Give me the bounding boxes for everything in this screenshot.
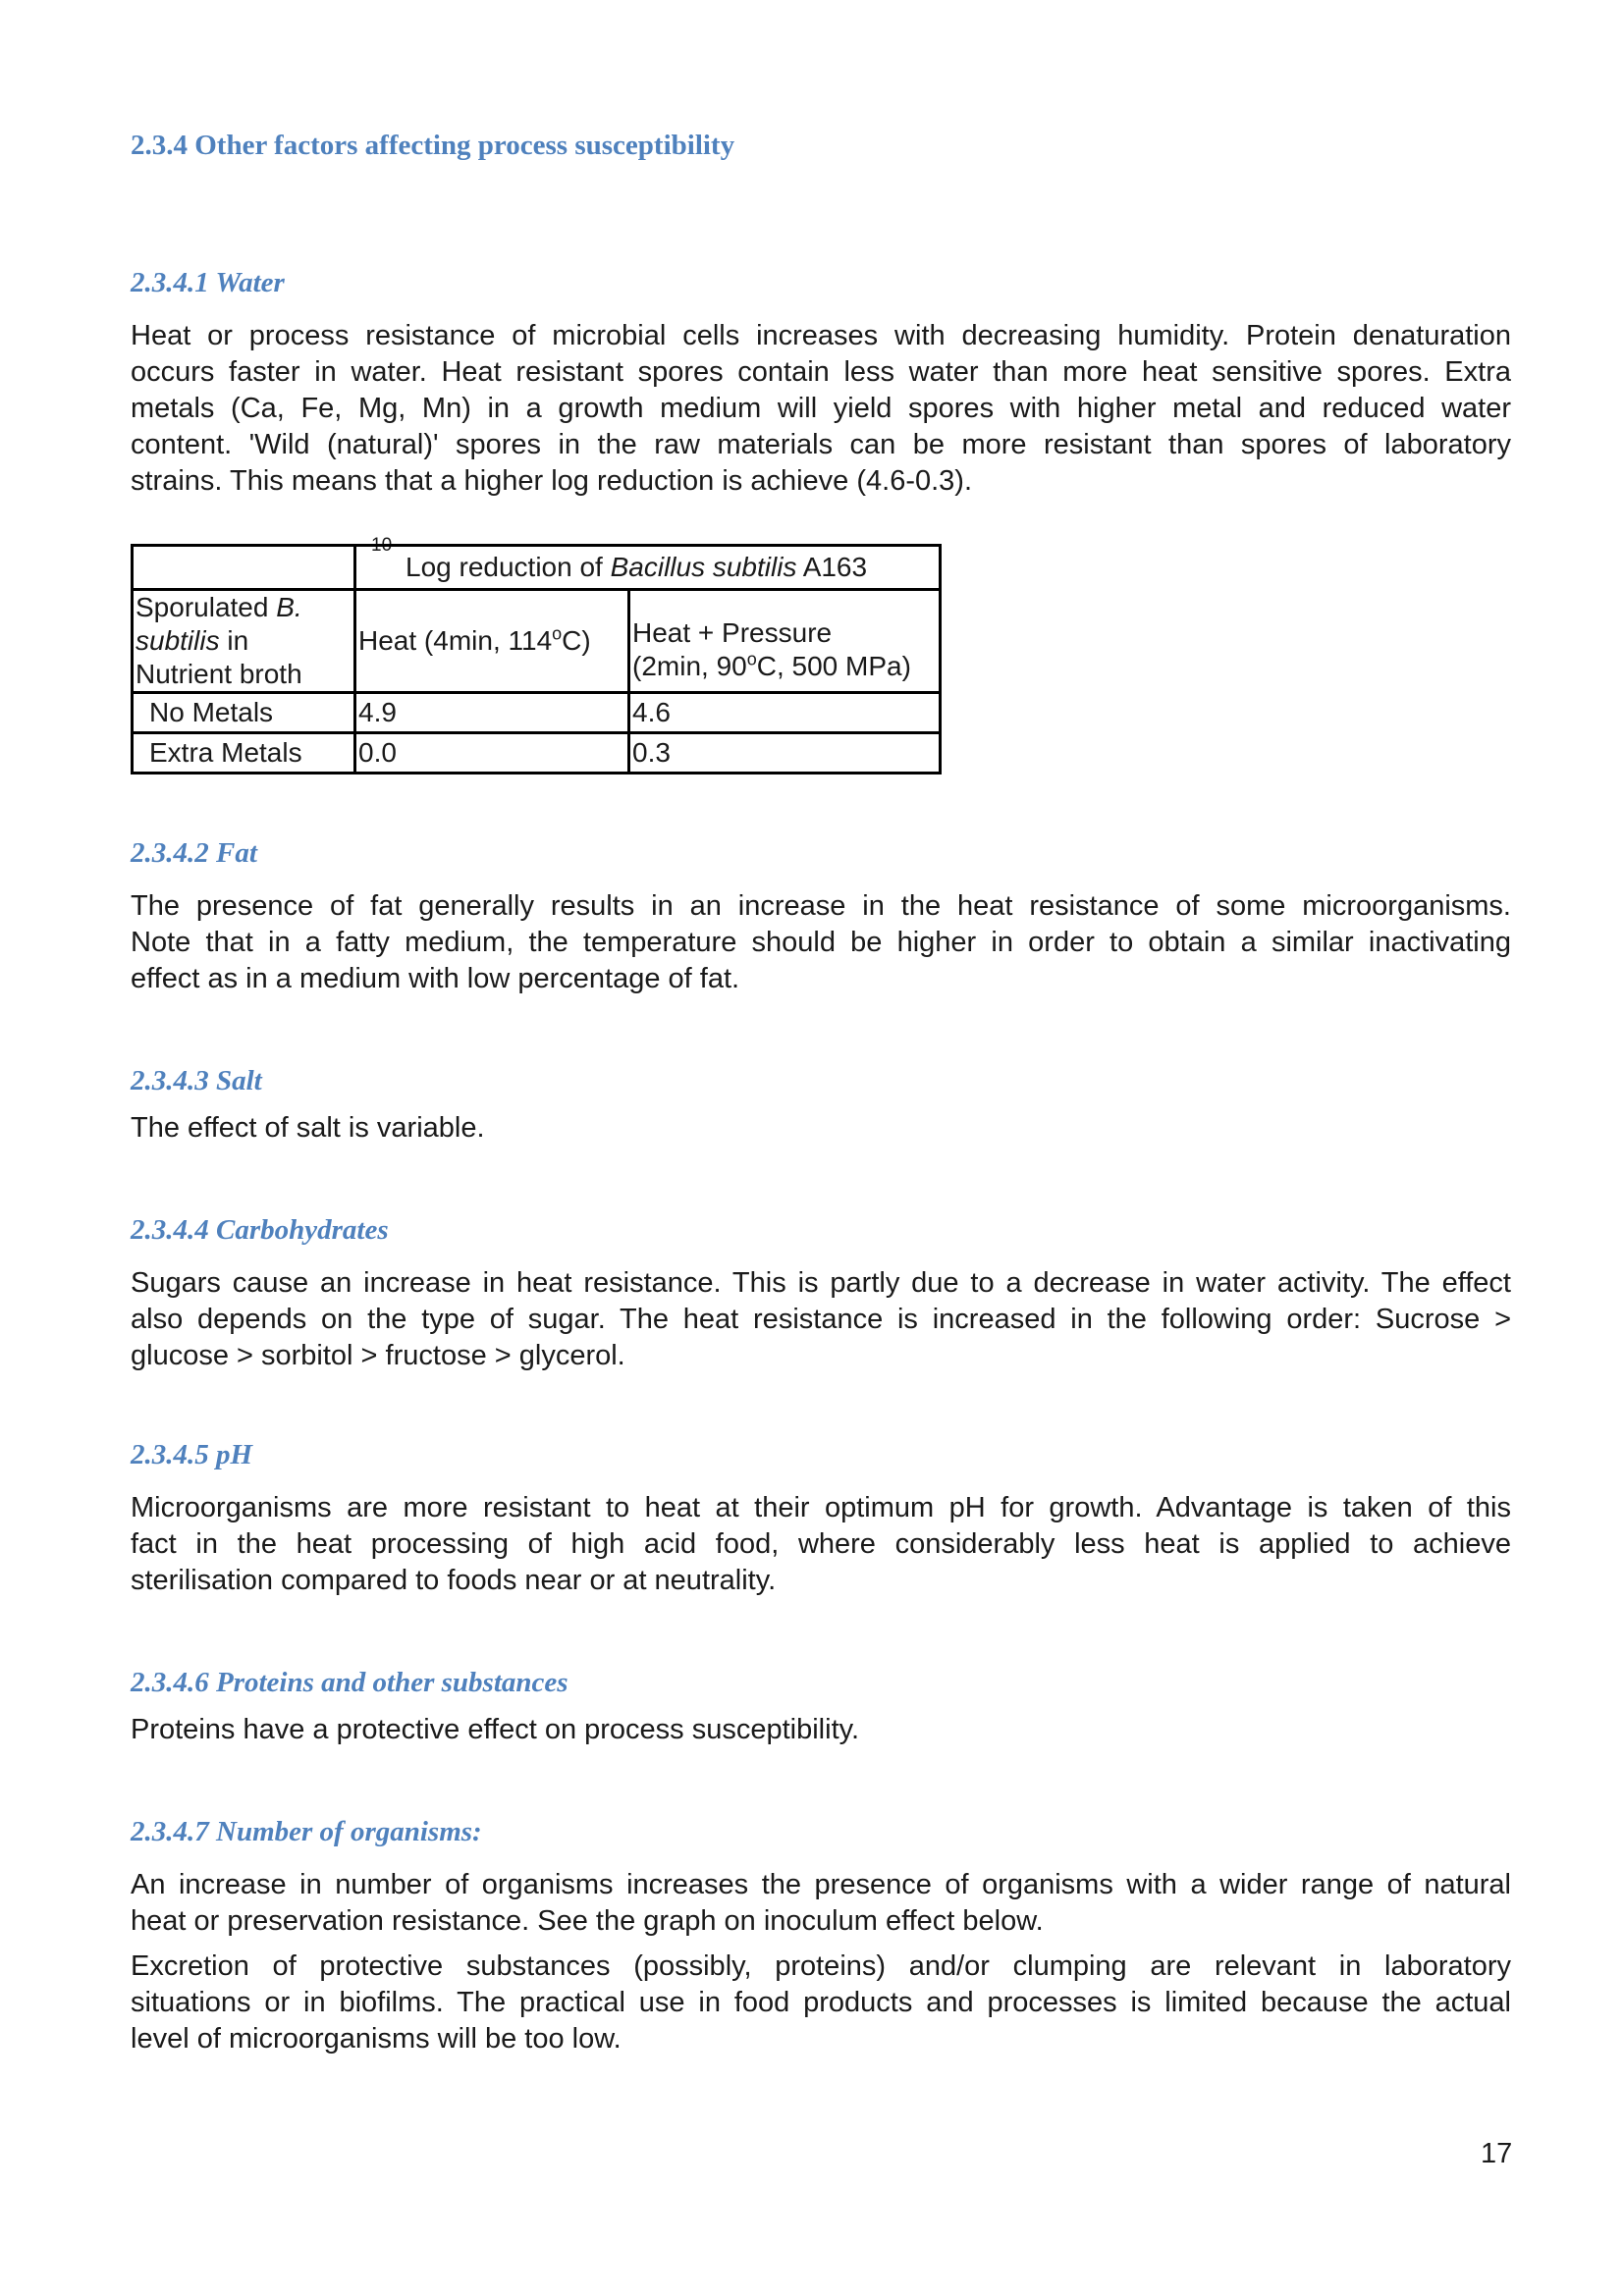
header-suffix: A163 xyxy=(796,552,868,582)
text-line: Note that in a fatty medium, the temperature should be higher in order to obtain a similar inactivating xyxy=(131,927,1511,958)
subsection-heading-proteins: 2.3.4.6 Proteins and other substances xyxy=(131,1667,568,1698)
text-line: effect as in a medium with low percentage of fat. xyxy=(131,963,740,994)
degree-sup: o xyxy=(552,623,563,644)
row-header-cell xyxy=(133,590,355,693)
text-line: An increase in number of organisms increases the presence of organisms with a wider range of natural xyxy=(131,1869,1511,1900)
col-text: Heat + Pressure xyxy=(632,617,833,648)
cell-heat: 4.9 xyxy=(355,693,629,733)
subsection-heading-organisms: 2.3.4.7 Number of organisms: xyxy=(131,1816,482,1847)
subsection-heading-salt: 2.3.4.3 Salt xyxy=(131,1065,262,1096)
text-line: sterilisation compared to foods near or at neutrality. xyxy=(131,1565,777,1596)
table-subheader-row xyxy=(133,590,941,693)
text-line: Microorganisms are more resistant to heat at their optimum pH for growth. Advantage is taken of this xyxy=(131,1492,1511,1523)
text-line: Sugars cause an increase in heat resistance. This is partly due to a decrease in water activity. The effect xyxy=(131,1267,1511,1299)
paragraph-ph xyxy=(131,1490,1511,1599)
row-head-italic: B. xyxy=(276,592,302,622)
paragraph-water xyxy=(131,318,1511,500)
log-reduction-table xyxy=(131,544,942,774)
row-head-text: Nutrient broth xyxy=(135,659,302,689)
paragraph-organisms-1 xyxy=(131,1867,1511,1940)
text-line: strains. This means that a higher log reduction is achieve (4.6-0.3). xyxy=(131,465,973,497)
paragraph-proteins xyxy=(131,1712,1511,1748)
subsection-heading-carbohydrates: 2.3.4.4 Carbohydrates xyxy=(131,1214,389,1246)
text-line: situations or in biofilms. The practical use in food products and processes is limited because the actual xyxy=(131,1987,1511,2018)
col-text: C) xyxy=(562,625,591,656)
cell-pressure: 4.6 xyxy=(629,693,941,733)
table-superscript: 10 xyxy=(371,535,393,556)
text-line: Proteins have a protective effect on process susceptibility. xyxy=(131,1714,860,1745)
subsection-heading-fat: 2.3.4.2 Fat xyxy=(131,837,257,869)
section-heading: 2.3.4 Other factors affecting process susceptibility xyxy=(131,130,735,161)
col-text: C, 500 MPa) xyxy=(756,651,911,681)
text-line: occurs faster in water. Heat resistant spores contain less water than more heat sensitive spores. Extra xyxy=(131,356,1511,388)
text-line: The presence of fat generally results in an increase in the heat resistance of some microorganisms. xyxy=(131,890,1511,922)
column-header-pressure xyxy=(629,590,941,693)
cell-pressure: 0.3 xyxy=(629,733,941,774)
text-line: level of microorganisms will be too low. xyxy=(131,2023,622,2055)
paragraph-salt xyxy=(131,1110,1511,1147)
row-head-text: in xyxy=(219,625,249,656)
col-text: (2min, 90 xyxy=(632,651,747,681)
text-line: Heat or process resistance of microbial cells increases with decreasing humidity. Protein denaturation xyxy=(131,320,1511,351)
table-row xyxy=(133,733,941,774)
table-row xyxy=(133,693,941,733)
page-number: 17 xyxy=(1481,2138,1513,2169)
text-line: The effect of salt is variable. xyxy=(131,1112,485,1144)
table-header-cell xyxy=(355,546,941,590)
text-line: glucose > sorbitol > fructose > glycerol. xyxy=(131,1340,625,1371)
degree-sup: o xyxy=(746,649,757,669)
header-prefix: Log reduction of xyxy=(406,552,611,582)
text-line: also depends on the type of sugar. The heat resistance is increased in the following order: Sucrose > xyxy=(131,1304,1511,1335)
text-line: metals (Ca, Fe, Mg, Mn) in a growth medium will yield spores with higher metal and reduced water xyxy=(131,393,1511,424)
header-species: Bacillus subtilis xyxy=(610,552,797,582)
row-label: No Metals xyxy=(133,693,355,733)
text-line: content. 'Wild (natural)' spores in the raw materials can be more resistant than spores of laboratory xyxy=(131,429,1511,460)
text-line: Excretion of protective substances (possibly, proteins) and/or clumping are relevant in laboratory xyxy=(131,1950,1511,1982)
cell-heat: 0.0 xyxy=(355,733,629,774)
table-corner-cell xyxy=(133,546,355,590)
row-label: Extra Metals xyxy=(133,733,355,774)
text-line: heat or preservation resistance. See the graph on inoculum effect below. xyxy=(131,1905,1044,1937)
text-line: fact in the heat processing of high acid food, where considerably less heat is applied to achieve xyxy=(131,1528,1511,1560)
paragraph-carbohydrates xyxy=(131,1265,1511,1374)
paragraph-fat xyxy=(131,888,1511,997)
subsection-heading-ph: 2.3.4.5 pH xyxy=(131,1439,253,1470)
paragraph-organisms-2 xyxy=(131,1949,1511,2057)
col-text: Heat (4min, 114 xyxy=(358,625,553,656)
column-header-heat xyxy=(355,590,629,693)
table-header-row xyxy=(133,546,941,590)
row-head-italic: subtilis xyxy=(135,625,220,656)
row-head-text: Sporulated xyxy=(135,592,277,622)
subsection-heading-water: 2.3.4.1 Water xyxy=(131,267,285,298)
